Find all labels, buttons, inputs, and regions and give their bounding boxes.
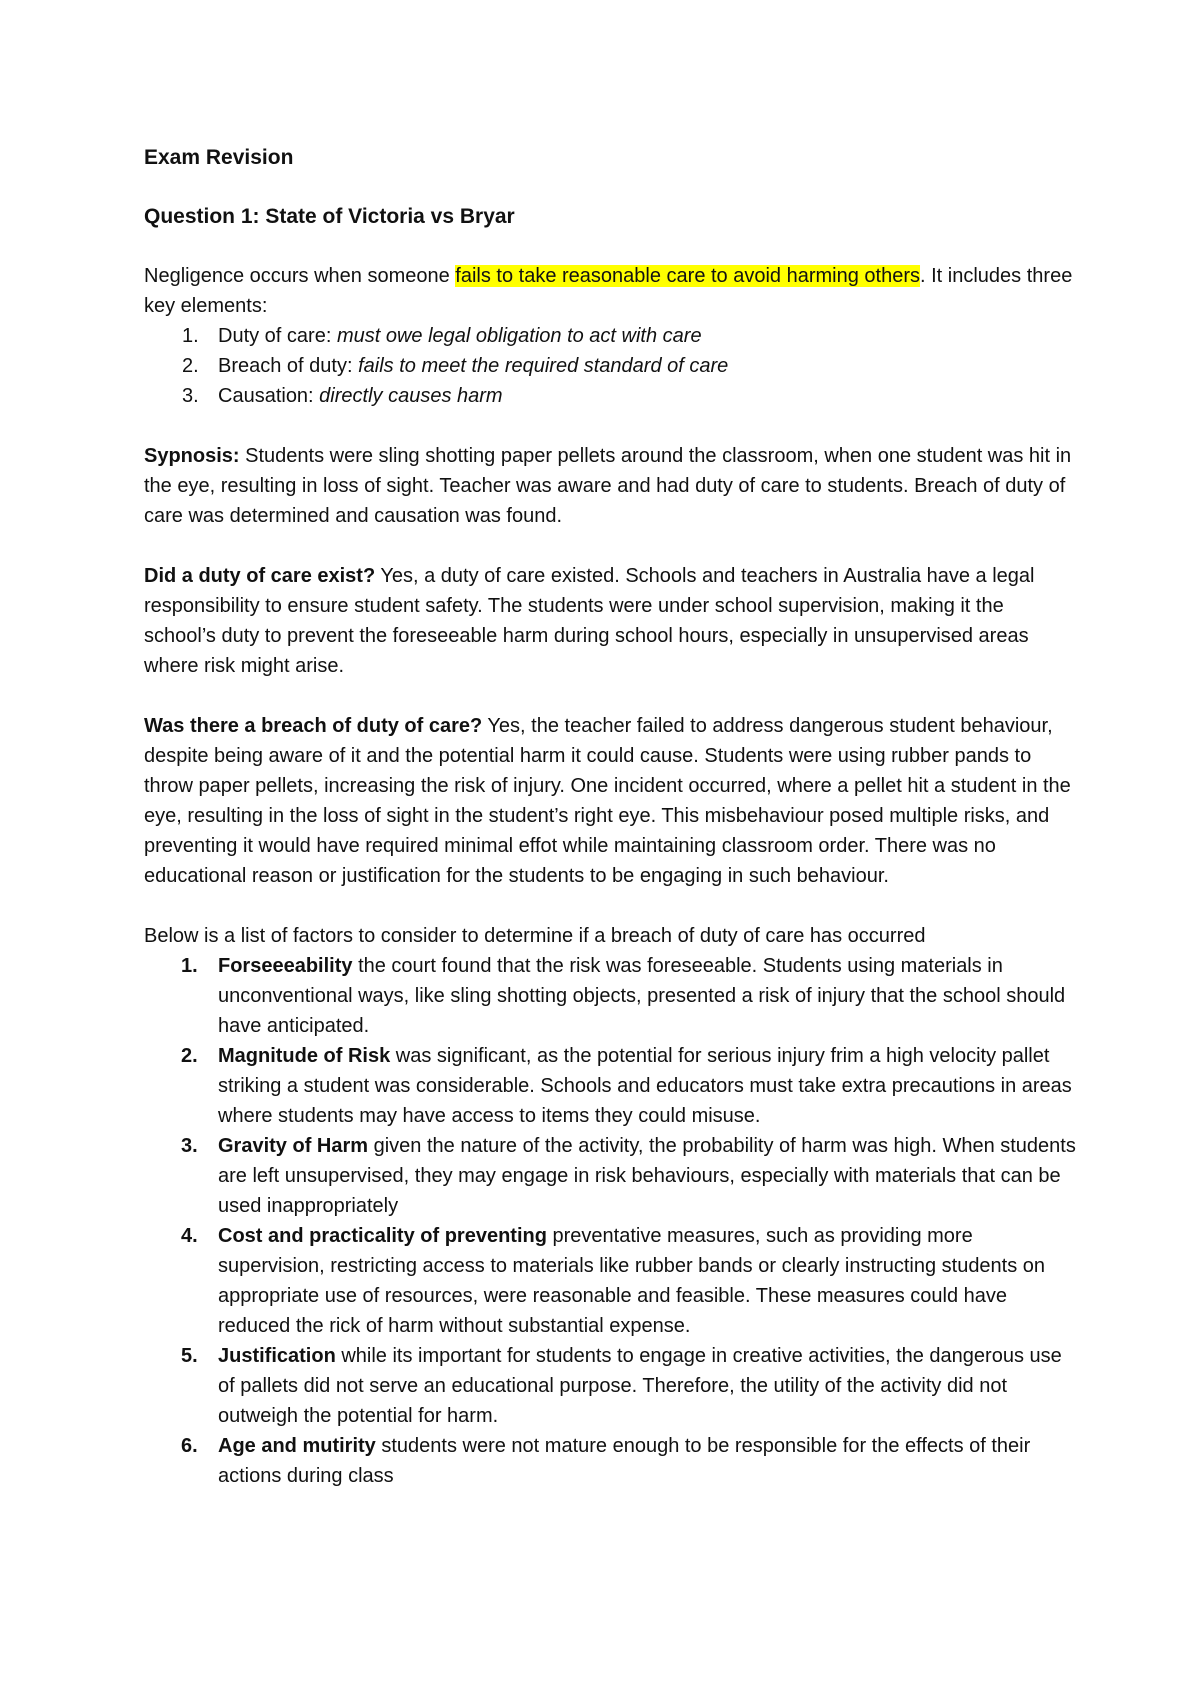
negligence-intro xyxy=(144,261,1080,321)
synopsis-label: Sypnosis: xyxy=(144,445,240,467)
factor-label: Forseeeability xyxy=(218,955,353,977)
list-item xyxy=(144,1131,1080,1221)
list-item xyxy=(144,1041,1080,1131)
factor-text: preventative measures, such as providing more supervision, restricting access to materials like rubber bands or clearly instructing students on appropriate use of resources, were reasonable and feasible. These measures could have reduced the rick of harm without substantial expense. xyxy=(218,1225,1046,1337)
factor-text: while its important for students to engage in creative activities, the dangerous use of pallets did not serve an educational purpose. Therefore, the utility of the activity did not outweigh the potential for harm. xyxy=(218,1345,1062,1427)
list-number: 6. xyxy=(181,1435,198,1457)
list-number: 2. xyxy=(182,355,199,377)
factor-text: the court found that the risk was foreseeable. Students using materials in unconventional ways, like sling shotting objects, presented a risk of injury that the school should have anticipated. xyxy=(218,955,1066,1037)
factors-list xyxy=(144,951,1080,1491)
intro-text-after: . It includes three key elements: xyxy=(144,265,1073,317)
highlighted-text: fails to take reasonable care to avoid harming others xyxy=(455,265,921,287)
list-item xyxy=(144,321,1080,351)
document-title: Exam Revision xyxy=(144,146,294,169)
list-item xyxy=(144,351,1080,381)
element-description: fails to meet the required standard of care xyxy=(358,355,729,377)
question-heading: Question 1: State of Victoria vs Bryar xyxy=(144,205,515,228)
list-number: 1. xyxy=(182,325,199,347)
duty-text: Yes, a duty of care existed. Schools and teachers in Australia have a legal responsibility to ensure student safety. The students were under school supervision, making it the school’s duty to prevent the foreseeable harm during school hours, especially in unsupervised areas where risk might arise. xyxy=(144,565,1035,677)
factor-label: Magnitude of Risk xyxy=(218,1045,391,1067)
factor-label: Age and mutirity xyxy=(218,1435,376,1457)
element-description: directly causes harm xyxy=(319,385,503,407)
factor-text: was significant, as the potential for serious injury frim a high velocity pallet striking a student was considerable. Schools and educators must take extra precautions in areas where students may have access to items they could misuse. xyxy=(218,1045,1072,1127)
list-item xyxy=(144,381,1080,411)
list-number: 3. xyxy=(182,385,199,407)
list-item xyxy=(144,1431,1080,1491)
list-number: 4. xyxy=(181,1225,198,1247)
intro-text-before: Negligence occurs when someone xyxy=(144,265,456,287)
list-item xyxy=(144,1341,1080,1431)
factor-label: Gravity of Harm xyxy=(218,1135,369,1157)
list-item xyxy=(144,951,1080,1041)
duty-paragraph xyxy=(144,561,1080,681)
duty-label: Did a duty of care exist? xyxy=(144,565,376,587)
element-description: must owe legal obligation to act with care xyxy=(336,325,702,347)
factors-intro: Below is a list of factors to consider to determine if a breach of duty of care has occurred xyxy=(144,925,926,947)
elements-list xyxy=(144,321,1080,411)
breach-paragraph xyxy=(144,711,1080,891)
factor-text: students were not mature enough to be responsible for the effects of their actions during class xyxy=(218,1435,1031,1487)
element-label: Breach of duty: xyxy=(218,355,359,377)
breach-label: Was there a breach of duty of care? xyxy=(144,715,483,737)
element-label: Causation: xyxy=(218,385,320,407)
element-label: Duty of care: xyxy=(218,325,337,347)
list-number: 5. xyxy=(181,1345,198,1367)
factor-text: given the nature of the activity, the probability of harm was high. When students are left unsupervised, they may engage in risk behaviours, especially with materials that can be used inappropriately xyxy=(218,1135,1076,1217)
factor-label: Justification xyxy=(218,1345,336,1367)
synopsis-paragraph xyxy=(144,441,1080,531)
list-number: 3. xyxy=(181,1135,198,1157)
list-number: 1. xyxy=(181,955,198,977)
list-number: 2. xyxy=(181,1045,198,1067)
breach-text: Yes, the teacher failed to address dangerous student behaviour, despite being aware of it and the potential harm it could cause. Students were using rubber pands to throw paper pellets, increasing the risk of injury. One incident occurred, where a pellet hit a student in the eye, resulting in the loss of sight in the student’s right eye. This misbehaviour posed multiple risks, and preventing it would have required minimal effot while maintaining classroom order. There was no educational reason or justification for the students to be engaging in such behaviour. xyxy=(144,715,1071,887)
factor-label: Cost and practicality of preventing xyxy=(218,1225,547,1247)
list-item xyxy=(144,1221,1080,1341)
synopsis-text: Students were sling shotting paper pellets around the classroom, when one student was hit in the eye, resulting in loss of sight. Teacher was aware and had duty of care to students. Breach of duty of care was determined and causation was found. xyxy=(144,445,1072,527)
